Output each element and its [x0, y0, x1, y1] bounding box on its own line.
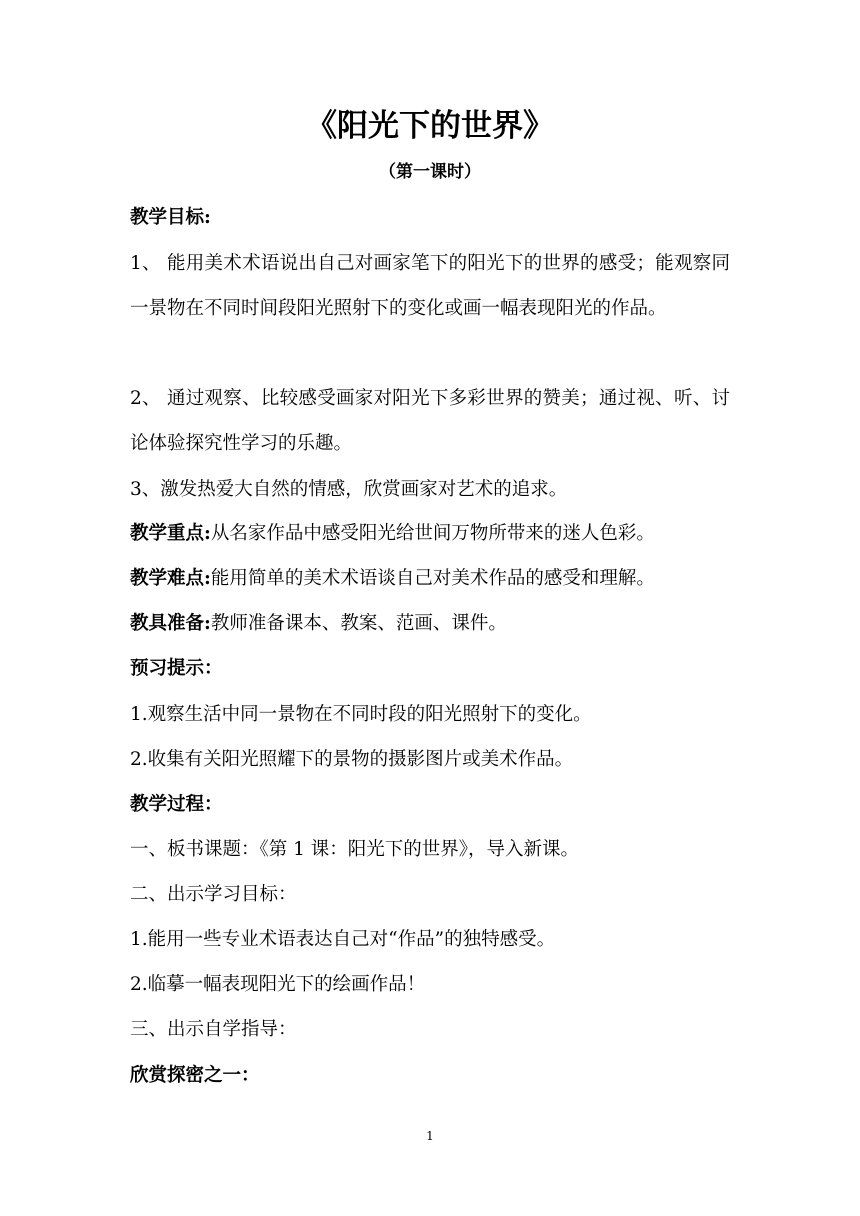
process-step-1: 一、板书课题：《第 1 课：阳光下的世界》，导入新课。	[130, 839, 580, 860]
key-point-text: 从名家作品中感受阳光给世间万物所带来的迷人色彩。	[210, 523, 655, 544]
objective-paragraph-3: 3、激发热爱大自然的情感，欣赏画家对艺术的追求。	[130, 479, 568, 500]
difficulty-text: 能用简单的美术术语谈自己对美术作品的感受和理解。	[210, 568, 655, 589]
tools-label: 教具准备:	[130, 613, 211, 634]
objective-paragraph-1: 1、 能用美术术语说出自己对画家笔下的阳光下的世界的感受；能观察同一景物在不同时间段阳光照射下的变化或画一幅表现阳光的作品。	[130, 253, 730, 319]
preview-item-2: 2.收集有关阳光照耀下的景物的摄影图片或美术作品。	[130, 749, 574, 770]
goal-item-1: 1.能用一些专业术语表达自己对“作品”的独特感受。	[130, 929, 556, 950]
appreciation-heading: 欣赏探密之一：	[130, 1065, 260, 1086]
objectives-heading: 教学目标:	[130, 207, 211, 228]
process-step-2: 二、出示学习目标：	[130, 884, 297, 905]
goal-item-2: 2.临摹一幅表现阳光下的绘画作品！	[130, 974, 426, 995]
lesson-period-subtitle: （第一课时）	[379, 162, 481, 182]
tools-text: 教师准备课本、教案、范画、课件。	[210, 613, 507, 634]
process-heading: 教学过程：	[130, 794, 223, 815]
difficulty-row	[130, 564, 655, 594]
document-title: 《阳光下的世界》	[306, 108, 554, 144]
key-point-row	[130, 519, 655, 549]
page-number: 1	[426, 1129, 434, 1143]
objective-paragraph-2: 2、 通过观察、比较感受画家对阳光下多彩世界的赞美；通过视、听、讨论体验探究性学习的乐趣。	[130, 388, 730, 454]
tools-row	[130, 609, 507, 639]
preview-heading: 预习提示：	[130, 658, 223, 679]
process-step-3: 三、出示自学指导：	[130, 1019, 297, 1040]
key-point-label: 教学重点:	[130, 523, 211, 544]
preview-item-1: 1.观察生活中同一景物在不同时段的阳光照射下的变化。	[130, 704, 592, 725]
difficulty-label: 教学难点:	[130, 568, 211, 589]
